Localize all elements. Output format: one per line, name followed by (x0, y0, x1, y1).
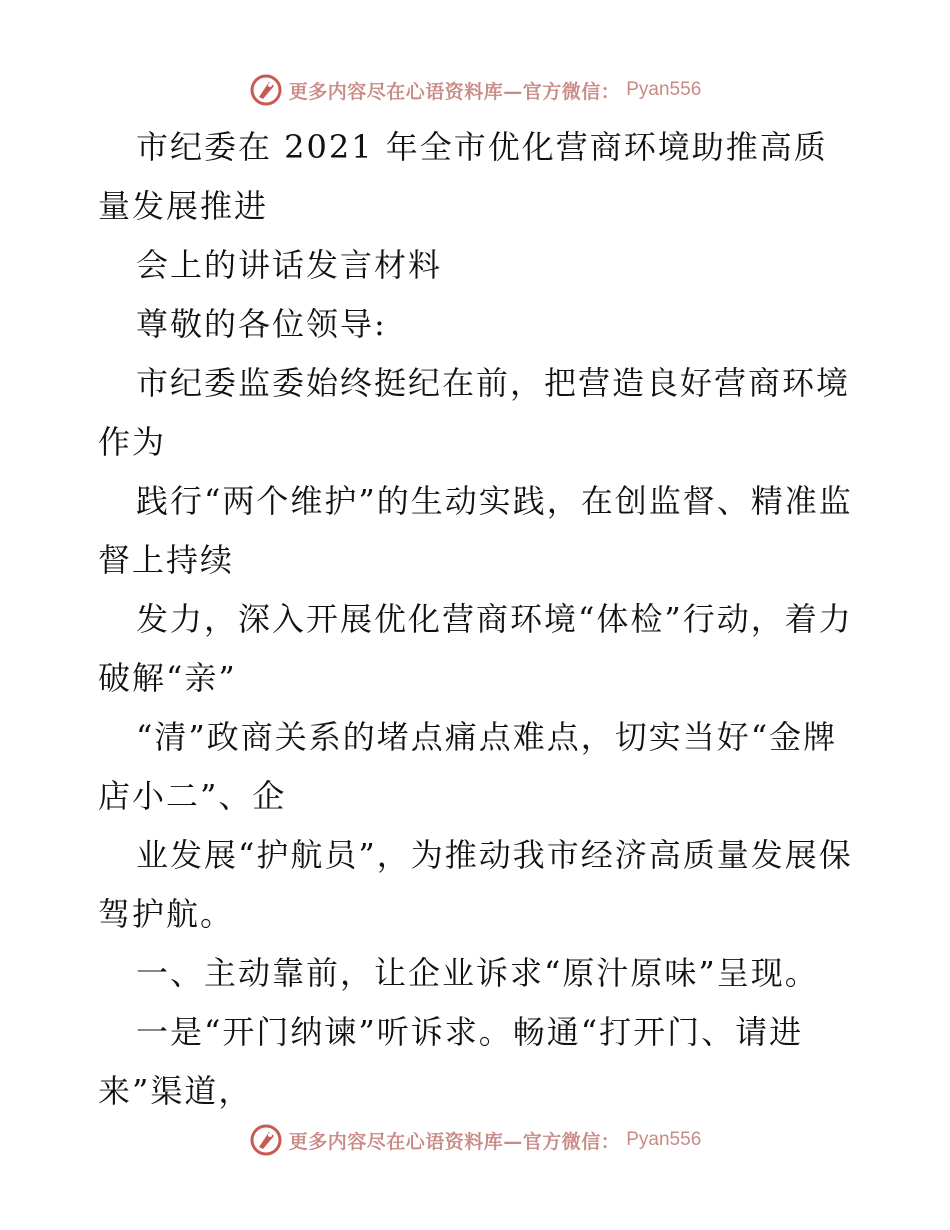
document-body (98, 118, 858, 1121)
paragraph-body: 践行“两个维护”的生动实践，在创监督、精准监督上持续 (98, 482, 853, 579)
header-watermark (0, 70, 950, 110)
pen-nib-circle-icon (249, 1123, 283, 1157)
watermark-text: 更多内容尽在心语资料库—官方微信： (288, 80, 621, 103)
paragraph-body: 发力，深入开展优化营商环境“体检”行动，着力破解“亲” (98, 600, 853, 697)
watermark-wechat-id: Pyan556 (626, 1129, 702, 1150)
section-heading: 一、主动靠前，让企业诉求“原汁原味”呈现。 (136, 954, 819, 992)
paragraph-salutation: 尊敬的各位领导: (136, 305, 387, 343)
paragraph-title-line-2: 会上的讲话发言材料 (136, 246, 443, 284)
paragraph-body: 业发展“护航员”，为推动我市经济高质量发展保驾护航。 (98, 836, 853, 933)
paragraph-body: 市纪委监委始终挺纪在前，把营造良好营商环境作为 (98, 364, 851, 461)
footer-watermark (0, 1120, 950, 1160)
paragraph-body: 一是“开门纳谏”听诉求。畅通“打开门、请进来”渠道， (98, 1013, 804, 1110)
watermark-text: 更多内容尽在心语资料库—官方微信： (288, 1130, 621, 1153)
watermark-wechat-id: Pyan556 (626, 79, 702, 100)
pen-nib-circle-icon (249, 73, 283, 107)
paragraph-body: “清”政商关系的堵点痛点难点，切实当好“金牌店小二”、企 (98, 718, 838, 815)
paragraph-title-line-1: 市纪委在 2021 年全市优化营商环境助推高质量发展推进 (98, 128, 828, 225)
